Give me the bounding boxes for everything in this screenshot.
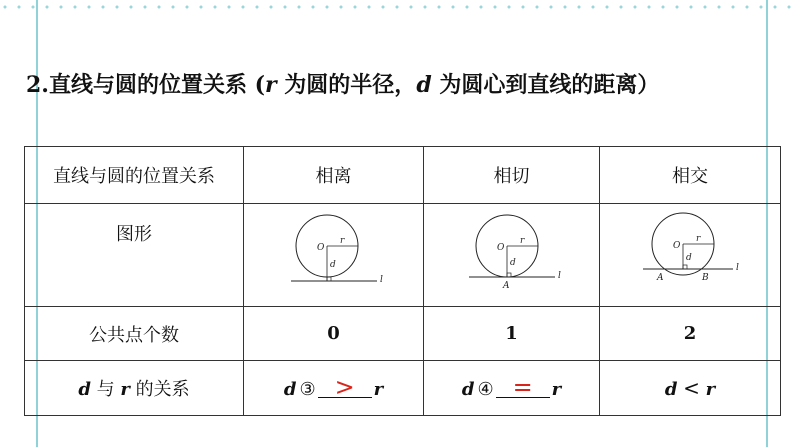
label-l: l [379, 274, 383, 285]
count-separate: 0 [244, 307, 424, 361]
label-l: l [557, 270, 561, 281]
count-row [25, 307, 781, 361]
separate-diagram [279, 212, 389, 294]
figure-separate [244, 204, 424, 307]
heading-mid: 为圆的半径， [276, 72, 417, 98]
rel1-answer: > [318, 377, 372, 398]
label-d: d [686, 252, 692, 263]
label-o: O [673, 240, 681, 251]
rel1-d: d [283, 378, 297, 400]
header-relation: 直线与圆的位置关系 [25, 147, 244, 204]
tangent-diagram [457, 212, 567, 294]
top-dot-border [0, 0, 794, 10]
label-a: A [657, 272, 664, 283]
rel3-r: r [705, 379, 716, 400]
label-r: r [339, 235, 344, 246]
heading-prefix: 2.直线与圆的位置关系 ( [26, 72, 266, 98]
relation-label [25, 361, 244, 416]
relation-label-mid: 与 [90, 379, 121, 400]
relation-table [24, 146, 781, 416]
relation-row [25, 361, 781, 416]
label-l: l [736, 262, 739, 273]
intersect-diagram [635, 212, 745, 294]
rel2-d: d [461, 378, 475, 400]
rel2-num: ④ [477, 378, 494, 400]
rel1-r: r [373, 378, 384, 400]
table-header-row [25, 147, 781, 204]
label-d: d [329, 259, 336, 270]
count-tangent: 1 [424, 307, 600, 361]
label-o: O [496, 242, 504, 253]
rel3-op: < [683, 376, 700, 400]
heading-d-var: d [416, 72, 432, 98]
rel2-answer: = [496, 377, 550, 398]
heading-suffix: 为圆心到直线的距离） [431, 72, 660, 98]
count-label: 公共点个数 [25, 307, 244, 361]
header-separate: 相离 [244, 147, 424, 204]
header-intersect: 相交 [600, 147, 781, 204]
right-angle-mark [683, 265, 687, 269]
rel1-num: ③ [299, 378, 316, 400]
relation-label-d: d [78, 379, 91, 400]
heading-r-var: r [265, 72, 277, 98]
section-heading [26, 62, 776, 108]
figure-row [25, 204, 781, 307]
label-r: r [696, 233, 701, 244]
label-o: O [316, 242, 324, 253]
label-r: r [519, 235, 524, 246]
figure-tangent [424, 204, 600, 307]
header-tangent: 相切 [424, 147, 600, 204]
count-intersect: 2 [600, 307, 781, 361]
label-a: A [502, 280, 509, 291]
figure-intersect [600, 204, 781, 307]
rel2-r: r [551, 378, 562, 400]
relation-label-r: r [120, 379, 130, 400]
relation-separate [244, 361, 424, 416]
right-angle-mark [327, 277, 331, 281]
relation-label-suffix: 的关系 [129, 379, 190, 400]
relation-intersect [600, 361, 781, 416]
relation-tangent [424, 361, 600, 416]
rel3-d: d [664, 379, 678, 400]
label-d: d [509, 257, 516, 268]
label-b: B [702, 272, 709, 283]
figure-label: 图形 [25, 204, 244, 307]
